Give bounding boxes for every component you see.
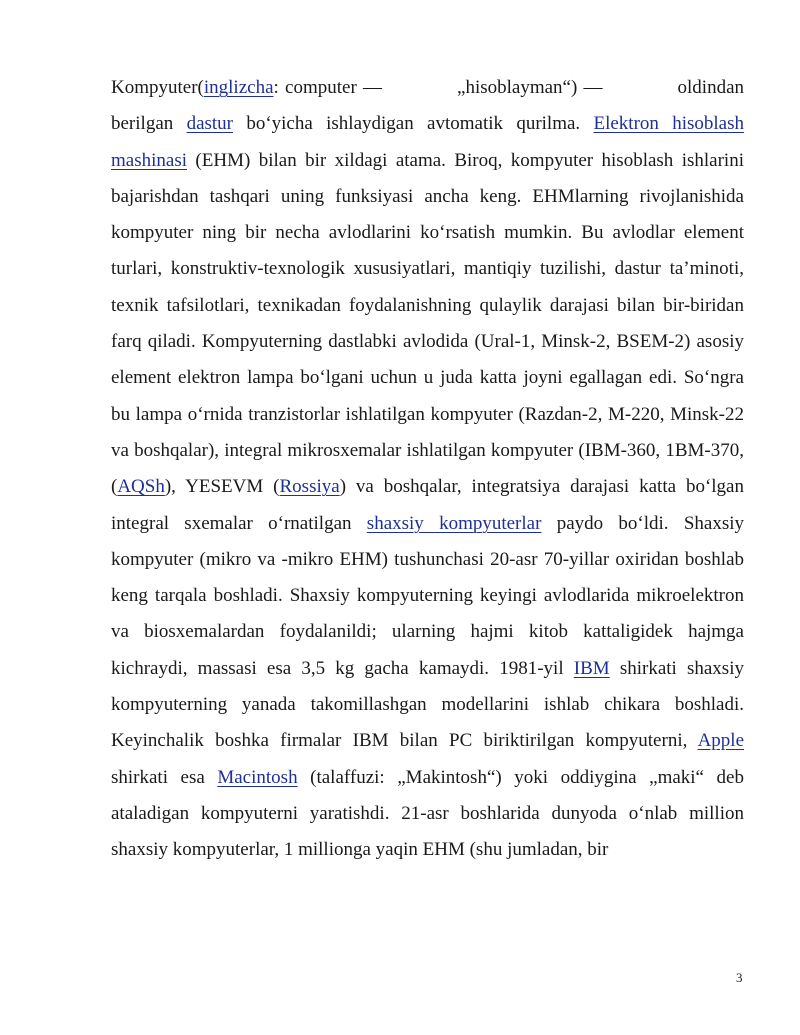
page-number: 3 [736, 970, 743, 985]
text-run: shirkati esa [111, 766, 218, 788]
link-elektron-hisoblash-mashinasi[interactable]: Elektron hisoblash mashinasi [111, 113, 744, 171]
document-page [111, 70, 744, 869]
link-aqsh[interactable]: AQSh [117, 476, 165, 498]
link-rossiya[interactable]: Rossiya [279, 476, 340, 498]
link-shaxsiy-kompyuterlar[interactable]: shaxsiy kompyuterlar [366, 512, 542, 534]
link-apple[interactable]: Apple [697, 730, 744, 752]
text-run: Kompyuter( [111, 77, 204, 98]
text-run: ) va boshqalar, integratsiya darajasi katta bo‘lgan integral sxemalar o‘rnatilgan [111, 476, 744, 534]
body-paragraph [111, 70, 744, 869]
text-run: (EHM) bilan bir xildagi atama. Biroq, kompyuter hisoblash ishlarini bajarishdan tashqari uning funksiyasi ancha keng. EHMlarning rivojlanishida kompyuter ning bir necha avlodlarini ko‘rsatish mumkin. Bu avlodlar element turlari, konstruktiv-texnologik xususiyatlari, mantiqiy tuzilishi, dastur ta’minoti, texnik tafsilotlari, texnikadan foydalanishning qulaylik darajasi bilan bir-biridan farq qiladi. Kompyuterning dastlabki avlodida (Ural-1, Minsk-2, BSEM-2) asosiy element elektron lampa bo‘lgani uchun u juda katta joyni egallagan edi. So‘ngra bu lampa o‘rnida tranzistorlar ishlatilgan kompyuter (Razdan-2, M-220, Minsk-22 va boshqalar), integral mikrosxemalar ishlatilgan kompyuter (IBM-360, 1BM-370, ( [111, 149, 744, 498]
link-macintosh[interactable]: Macintosh [217, 766, 298, 788]
text-run: shirkati shaxsiy kompyuterning yanada takomillashgan modellarini ishlab chikara boshladi. Keyinchalik boshka firmalar IBM bilan PC biriktirilgan kompyuterni, [111, 657, 744, 752]
link-dastur[interactable]: dastur [186, 113, 234, 135]
text-run: (talaffuzi: „Makintosh“) yoki oddiygina „maki“ deb ataladigan kompyuterni yaratishdi. 21-asr boshlarida dunyoda o‘nlab million shaxsiy kompyuterlar, 1 millionga yaqin EHM (shu jumladan, bir [111, 766, 744, 861]
text-run: ), YESEVM ( [164, 476, 280, 498]
text-run: : computer — „hisoblayman“) — oldindan berilgan [111, 77, 744, 135]
link-inglizcha[interactable]: inglizcha [203, 77, 274, 98]
text-run: bo‘yicha ishlaydigan avtomatik qurilma. [233, 113, 594, 135]
link-ibm[interactable]: IBM [573, 657, 610, 679]
text-run: paydo bo‘ldi. Shaxsiy kompyuter (mikro va -mikro EHM) tushunchasi 20-asr 70-yillar oxiridan boshlab keng tarqala boshladi. Shaxsiy kompyuterning keyingi avlodlarida mikroelektron va biosxemalardan foydalanildi; ularning hajmi kitob kattaligidek hajmga kichraydi, massasi esa 3,5 kg gacha kamaydi. 1981-yil [111, 512, 745, 679]
